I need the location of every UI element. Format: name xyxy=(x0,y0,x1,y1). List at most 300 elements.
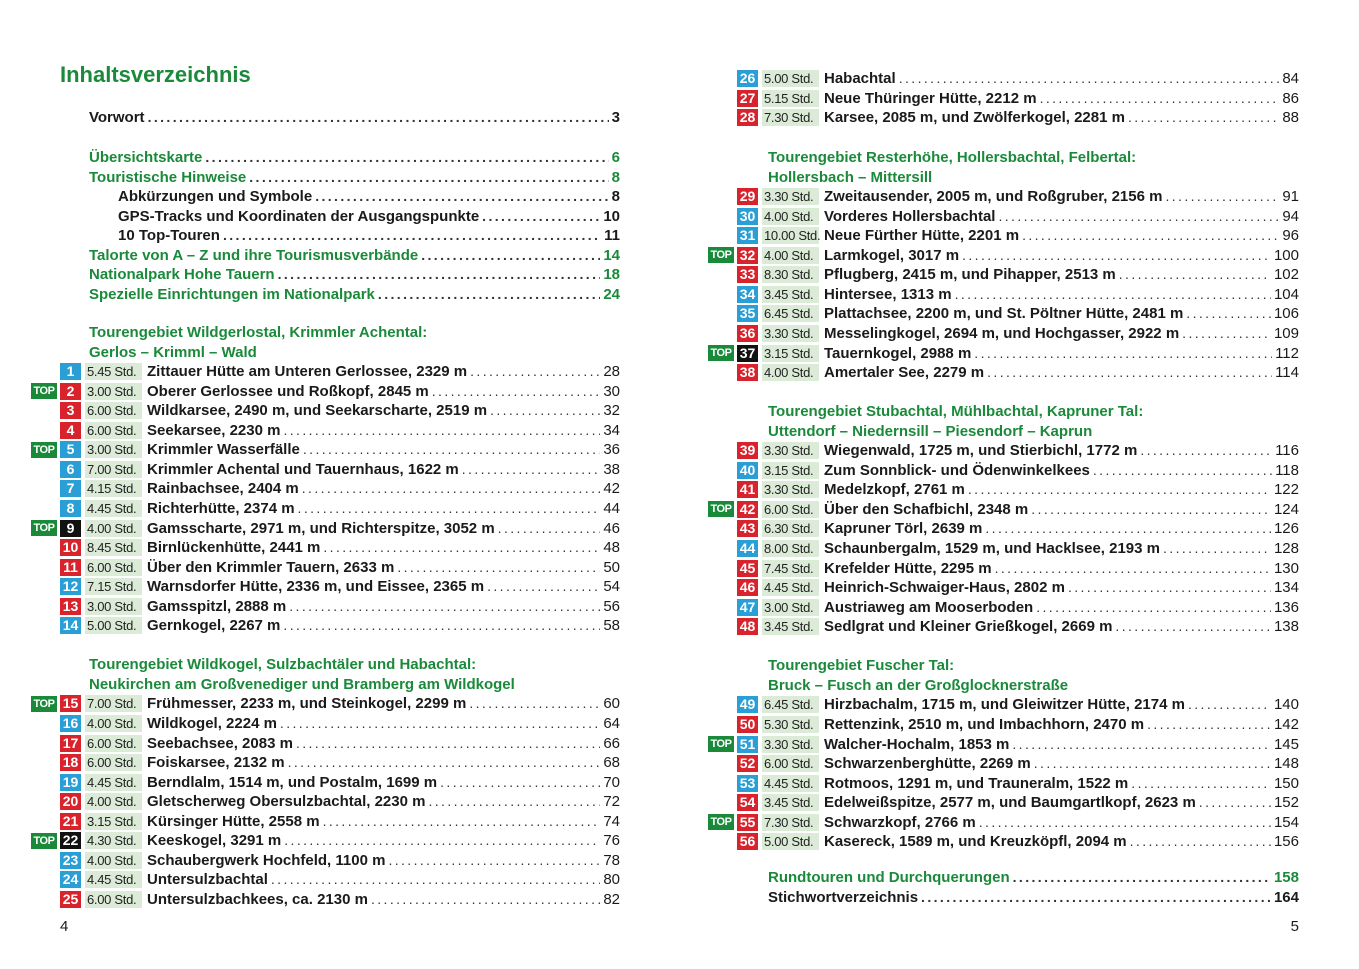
tour-entry[interactable] xyxy=(708,480,1299,499)
leader-dots xyxy=(440,773,600,792)
tour-entry[interactable] xyxy=(31,890,620,909)
entry-label: Talorte von A – Z und ihre Tourismusverbände xyxy=(89,247,419,264)
leader-dots xyxy=(1182,324,1271,343)
leader-dots xyxy=(1022,226,1279,245)
tour-duration: 4.00 Std. xyxy=(85,715,142,732)
tour-page: 96 xyxy=(1282,227,1299,245)
tour-page: 91 xyxy=(1282,188,1299,206)
tour-number: 32 xyxy=(737,247,758,264)
tour-number: 52 xyxy=(737,755,758,772)
tour-number: 45 xyxy=(737,560,758,577)
leader-dots xyxy=(487,577,600,596)
toc-entry[interactable] xyxy=(89,108,620,127)
tour-duration: 5.45 Std. xyxy=(85,363,142,380)
toc-entry[interactable] xyxy=(89,246,620,265)
tour-number: 39 xyxy=(737,442,758,459)
leader-dots xyxy=(278,265,601,284)
tour-entry[interactable] xyxy=(708,500,1299,519)
tour-entry[interactable] xyxy=(31,538,620,557)
tour-duration: 6.30 Std. xyxy=(762,520,819,537)
tour-entry[interactable] xyxy=(708,539,1299,558)
top-badge: TOP xyxy=(31,833,57,849)
top-badge: TOP xyxy=(31,383,57,399)
tour-duration: 6.00 Std. xyxy=(85,402,142,419)
entry-label: Übersichtskarte xyxy=(89,149,203,166)
tour-name: Pflugberg, 2415 m, und Pihapper, 2513 m xyxy=(824,266,1116,284)
tour-name: Messelingkogel, 2694 m, und Hochgasser, 2922 m xyxy=(824,324,1180,342)
leader-dots xyxy=(323,538,600,557)
tour-entry[interactable] xyxy=(708,715,1299,734)
tour-name: Kapruner Törl, 2639 m xyxy=(824,520,983,538)
entry-label: GPS-Tracks und Koordinaten der Ausgangspunkte xyxy=(118,208,480,225)
tour-entry[interactable] xyxy=(708,519,1299,538)
tour-name: Gernkogel, 2267 m xyxy=(147,617,281,635)
tour-entry[interactable] xyxy=(31,753,620,772)
tour-duration: 6.00 Std. xyxy=(85,891,142,908)
leader-dots xyxy=(284,831,600,850)
tour-number: 21 xyxy=(60,813,81,830)
tour-entry[interactable] xyxy=(31,792,620,811)
tour-entry[interactable] xyxy=(708,108,1299,127)
tour-name: Medelzkopf, 2761 m xyxy=(824,481,965,499)
entry-label: 10 Top-Touren xyxy=(118,227,220,244)
tour-name: Karsee, 2085 m, und Zwölferkogel, 2281 m xyxy=(824,109,1125,127)
tour-duration: 3.30 Std. xyxy=(762,188,819,205)
tour-page: 150 xyxy=(1273,774,1299,792)
tour-name: Wildkarsee, 2490 m, und Seekarscharte, 2519 m xyxy=(147,402,488,420)
tour-page: 54 xyxy=(603,578,620,596)
tour-entry[interactable] xyxy=(708,69,1299,88)
tour-page: 48 xyxy=(603,539,620,557)
leader-dots xyxy=(995,559,1271,578)
tour-number: 29 xyxy=(737,188,758,205)
tour-number: 10 xyxy=(60,539,81,556)
tour-page: 28 xyxy=(603,363,620,381)
entry-label: Rundtouren und Durchquerungen xyxy=(768,869,1010,886)
tour-entry[interactable] xyxy=(31,851,620,870)
tour-page: 94 xyxy=(1282,207,1299,225)
leader-dots xyxy=(1186,304,1271,323)
tour-page: 88 xyxy=(1282,109,1299,127)
tour-entry[interactable] xyxy=(708,324,1299,343)
tour-name: Krimmler Achental und Tauernhaus, 1622 m xyxy=(147,460,459,478)
tour-entry[interactable] xyxy=(708,735,1299,754)
tour-name: Untersulzbachtal xyxy=(147,871,268,889)
entry-page: 8 xyxy=(611,188,620,205)
tour-duration: 3.00 Std. xyxy=(85,383,142,400)
tour-page: 109 xyxy=(1273,324,1299,342)
tour-entry[interactable] xyxy=(31,382,620,401)
tour-page: 124 xyxy=(1273,500,1299,518)
tour-name: Hirzbachalm, 1715 m, und Gleiwitzer Hütte, 2174 m xyxy=(824,696,1185,714)
tour-duration: 3.15 Std. xyxy=(762,345,819,362)
top-badge: TOP xyxy=(708,501,734,517)
tour-number: 20 xyxy=(60,793,81,810)
leader-dots xyxy=(470,362,600,381)
section-heading: Bruck – Fusch an der Großglocknerstraße xyxy=(768,676,1069,694)
tour-duration: 8.00 Std. xyxy=(762,540,819,557)
leader-dots xyxy=(1119,265,1271,284)
tour-duration: 4.15 Std. xyxy=(85,480,142,497)
leader-dots xyxy=(205,148,608,167)
tour-duration: 4.45 Std. xyxy=(762,775,819,792)
tour-page: 36 xyxy=(603,441,620,459)
tour-duration: 4.45 Std. xyxy=(85,500,142,517)
tour-entry[interactable] xyxy=(708,207,1299,226)
tour-name: Über den Schafbichl, 2348 m xyxy=(824,500,1029,518)
tour-number: 19 xyxy=(60,774,81,791)
section-heading: Tourengebiet Fuscher Tal: xyxy=(768,657,955,675)
tour-name: Krefelder Hütte, 2295 m xyxy=(824,559,992,577)
tour-entry[interactable] xyxy=(708,461,1299,480)
toc-entry[interactable] xyxy=(89,285,620,304)
tour-number: 5 xyxy=(60,441,81,458)
tour-entry[interactable] xyxy=(31,499,620,518)
tour-duration: 7.30 Std. xyxy=(762,109,819,126)
toc-entry[interactable] xyxy=(89,265,620,284)
toc-entry[interactable] xyxy=(89,148,620,167)
tour-duration: 3.45 Std. xyxy=(762,286,819,303)
tour-page: 100 xyxy=(1273,246,1299,264)
tour-duration: 10.00 Std. xyxy=(764,228,821,244)
tour-page: 130 xyxy=(1273,559,1299,577)
tour-entry[interactable] xyxy=(708,363,1299,382)
entry-label: Abkürzungen und Symbole xyxy=(118,188,313,205)
tour-name: Keeskogel, 3291 m xyxy=(147,832,282,850)
leader-dots xyxy=(1188,695,1271,714)
tour-page: 152 xyxy=(1273,794,1299,812)
tour-entry[interactable] xyxy=(31,440,620,459)
leader-dots xyxy=(388,851,600,870)
tour-entry[interactable] xyxy=(31,362,620,381)
leader-dots xyxy=(974,344,1272,363)
leader-dots xyxy=(271,870,600,889)
leader-dots xyxy=(288,753,601,772)
leader-dots xyxy=(987,363,1272,382)
leader-dots xyxy=(1031,500,1271,519)
tour-page: 56 xyxy=(603,597,620,615)
tour-entry[interactable] xyxy=(708,246,1299,265)
tour-name: Wiegenwald, 1725 m, und Stierbichl, 1772 m xyxy=(824,442,1138,460)
tour-name: Untersulzbachkees, ca. 2130 m xyxy=(147,890,368,908)
section-heading: Gerlos – Krimml – Wald xyxy=(89,343,257,361)
tour-entry[interactable] xyxy=(31,694,620,713)
tour-name: Seekarsee, 2230 m xyxy=(147,421,281,439)
tour-page: 140 xyxy=(1273,696,1299,714)
leader-dots xyxy=(921,888,1271,907)
tour-name: Über den Krimmler Tauern, 2633 m xyxy=(147,558,395,576)
leader-dots xyxy=(985,519,1271,538)
tour-duration: 6.45 Std. xyxy=(762,305,819,322)
tour-entry[interactable] xyxy=(31,714,620,733)
tour-entry[interactable] xyxy=(31,597,620,616)
tour-number: 15 xyxy=(60,695,81,712)
tour-name: Schaubergwerk Hochfeld, 1100 m xyxy=(147,851,386,869)
tour-page: 136 xyxy=(1273,598,1299,616)
top-badge: TOP xyxy=(708,345,734,361)
tour-number: 26 xyxy=(737,70,758,87)
tour-page: 142 xyxy=(1273,715,1299,733)
tour-duration: 3.45 Std. xyxy=(762,794,819,811)
tour-name: Edelweißspitze, 2577 m, und Baumgartlkopf, 2623 m xyxy=(824,794,1196,812)
tour-name: Birnlückenhütte, 2441 m xyxy=(147,539,321,557)
leader-dots xyxy=(223,226,601,245)
tour-page: 104 xyxy=(1273,285,1299,303)
tour-number: 23 xyxy=(60,852,81,869)
tour-page: 60 xyxy=(603,695,620,713)
entry-label: Vorwort xyxy=(89,109,145,126)
tour-number: 37 xyxy=(737,345,758,362)
tour-entry[interactable] xyxy=(31,577,620,596)
tour-number: 44 xyxy=(737,540,758,557)
toc-entry[interactable] xyxy=(118,187,620,206)
top-badge: TOP xyxy=(708,736,734,752)
tour-page: 128 xyxy=(1273,540,1299,557)
tour-number: 31 xyxy=(737,227,758,244)
leader-dots xyxy=(1040,89,1280,108)
tour-entry[interactable] xyxy=(708,344,1299,363)
tour-entry[interactable] xyxy=(31,460,620,479)
tour-entry[interactable] xyxy=(708,617,1299,636)
entry-page: 8 xyxy=(611,169,620,186)
tour-entry[interactable] xyxy=(31,870,620,889)
leader-dots xyxy=(979,813,1271,832)
tour-number: 12 xyxy=(60,578,81,595)
section-heading: Tourengebiet Stubachtal, Mühlbachtal, Kapruner Tal: xyxy=(768,403,1144,421)
tour-number: 3 xyxy=(60,402,81,419)
tour-number: 42 xyxy=(737,501,758,518)
tour-duration: 4.45 Std. xyxy=(85,871,142,888)
tour-entry[interactable] xyxy=(31,773,620,792)
tour-number: 16 xyxy=(60,715,81,732)
tour-entry[interactable] xyxy=(31,401,620,420)
entry-page: 164 xyxy=(1273,888,1299,906)
tour-number: 43 xyxy=(737,520,758,537)
leader-dots xyxy=(1036,598,1271,617)
top-badge: TOP xyxy=(708,247,734,263)
toc-entry[interactable] xyxy=(118,226,620,245)
tour-entry[interactable] xyxy=(708,285,1299,304)
tour-number: 38 xyxy=(737,364,758,381)
leader-dots xyxy=(280,714,600,733)
leader-dots xyxy=(968,480,1271,499)
tour-entry[interactable] xyxy=(708,265,1299,284)
tour-page: 72 xyxy=(603,793,620,811)
entry-label: Spezielle Einrichtungen im Nationalpark xyxy=(89,286,375,303)
leader-dots xyxy=(302,479,601,498)
tour-name: Richterhütte, 2374 m xyxy=(147,499,295,517)
tour-duration: 4.45 Std. xyxy=(85,774,142,791)
tour-name: Hintersee, 1313 m xyxy=(824,285,952,303)
tour-entry[interactable] xyxy=(708,89,1299,108)
leader-dots xyxy=(323,812,601,831)
entry-page: 14 xyxy=(603,247,620,264)
tour-entry[interactable] xyxy=(708,774,1299,793)
leader-dots xyxy=(397,558,600,577)
tour-page: 102 xyxy=(1273,266,1299,284)
tour-name: Gletscherweg Obersulzbachtal, 2230 m xyxy=(147,793,426,811)
tour-duration: 6.00 Std. xyxy=(85,735,142,752)
tour-number: 7 xyxy=(60,480,81,497)
tour-name: Gamsspitzl, 2888 m xyxy=(147,597,287,615)
tour-duration: 5.00 Std. xyxy=(762,70,819,87)
tour-name: Gamsscharte, 2971 m, und Richterspitze, 3052 m xyxy=(147,519,495,537)
tour-name: Zittauer Hütte am Unteren Gerlossee, 2329 m xyxy=(147,363,468,381)
tour-name: Kürsinger Hütte, 2558 m xyxy=(147,812,320,830)
tour-entry[interactable] xyxy=(708,832,1299,851)
tour-name: Schwarzkopf, 2766 m xyxy=(824,813,976,831)
tour-page: 122 xyxy=(1273,481,1299,499)
tour-page: 154 xyxy=(1273,813,1299,831)
tour-duration: 5.30 Std. xyxy=(762,716,819,733)
tour-page: 106 xyxy=(1273,305,1299,323)
tour-duration: 4.00 Std. xyxy=(762,364,819,381)
leader-dots xyxy=(1130,832,1271,851)
leader-dots xyxy=(283,616,600,635)
entry-page: 11 xyxy=(604,227,620,244)
leader-dots xyxy=(1012,735,1271,754)
tour-page: 50 xyxy=(603,558,620,576)
leader-dots xyxy=(462,460,601,479)
tour-number: 47 xyxy=(737,599,758,616)
tour-number: 55 xyxy=(737,814,758,831)
leader-dots xyxy=(962,246,1271,265)
entry-label: Touristische Hinweise xyxy=(89,169,247,186)
tour-page: 30 xyxy=(603,382,620,400)
tour-number: 9 xyxy=(60,520,81,537)
tour-page: 76 xyxy=(603,832,620,850)
tour-page: 112 xyxy=(1275,344,1299,362)
tour-duration: 7.00 Std. xyxy=(85,695,142,712)
tour-number: 48 xyxy=(737,618,758,635)
tour-duration: 4.30 Std. xyxy=(85,832,142,849)
tour-number: 30 xyxy=(737,208,758,225)
tour-entry[interactable] xyxy=(31,616,620,635)
leader-dots xyxy=(1199,793,1271,812)
tour-number: 11 xyxy=(60,559,81,576)
page-number-right: 5 xyxy=(1290,918,1299,935)
leader-dots xyxy=(1163,539,1271,558)
tour-number: 51 xyxy=(737,736,758,753)
leader-dots xyxy=(1147,715,1271,734)
tour-duration: 4.00 Std. xyxy=(85,793,142,810)
tour-duration: 6.45 Std. xyxy=(762,696,819,713)
tour-name: Schwarzenberghütte, 2269 m xyxy=(824,755,1031,773)
tour-page: 58 xyxy=(603,617,620,635)
tour-duration: 6.00 Std. xyxy=(85,559,142,576)
tour-name: Berndlalm, 1514 m, und Postalm, 1699 m xyxy=(147,773,438,791)
tour-duration: 4.00 Std. xyxy=(762,247,819,264)
leader-dots xyxy=(1115,617,1271,636)
tour-number: 8 xyxy=(60,500,81,517)
tour-page: 134 xyxy=(1273,579,1299,597)
tour-number: 50 xyxy=(737,716,758,733)
leader-dots xyxy=(1165,187,1279,206)
tour-name: Neue Fürther Hütte, 2201 m xyxy=(824,227,1020,245)
tour-name: Foiskarsee, 2132 m xyxy=(147,754,285,772)
tour-page: 34 xyxy=(603,421,620,439)
page-number-left: 4 xyxy=(60,918,69,935)
tour-name: Vorderes Hollersbachtal xyxy=(824,207,996,225)
tour-name: Kasereck, 1589 m, und Kreuzköpfl, 2094 m xyxy=(824,833,1127,851)
tour-page: 44 xyxy=(603,499,620,517)
tour-entry[interactable] xyxy=(708,695,1299,714)
toc-entry[interactable] xyxy=(768,868,1299,887)
tour-entry[interactable] xyxy=(31,831,620,850)
tour-name: Zum Sonnblick- und Ödenwinkelkees xyxy=(824,461,1090,479)
tour-entry[interactable] xyxy=(31,421,620,440)
tour-entry[interactable] xyxy=(31,812,620,831)
tour-entry[interactable] xyxy=(708,226,1299,245)
top-badge: TOP xyxy=(31,696,57,712)
tour-name: Rotmoos, 1291 m, und Trauneralm, 1522 m xyxy=(824,774,1129,792)
entry-page: 6 xyxy=(611,149,620,166)
tour-number: 46 xyxy=(737,579,758,596)
tour-entry[interactable] xyxy=(31,558,620,577)
leader-dots xyxy=(298,499,601,518)
entry-label: Stichwortverzeichnis xyxy=(768,888,919,906)
tour-duration: 4.45 Std. xyxy=(762,579,819,596)
leader-dots xyxy=(432,382,601,401)
tour-duration: 3.30 Std. xyxy=(762,481,819,498)
tour-page: 46 xyxy=(603,519,620,537)
toc-entry[interactable] xyxy=(768,888,1299,907)
section-heading: Neukirchen am Großvenediger und Bramberg am Wildkogel xyxy=(89,675,515,693)
tour-duration: 6.00 Std. xyxy=(85,422,142,439)
tour-name: Schaunbergalm, 1529 m, und Hacklsee, 2193 m xyxy=(824,540,1160,557)
tour-entry[interactable] xyxy=(31,734,620,753)
leader-dots xyxy=(283,421,600,440)
toc-entry[interactable] xyxy=(89,168,620,187)
tour-duration: 5.15 Std. xyxy=(762,90,819,107)
tour-number: 25 xyxy=(60,891,81,908)
tour-entry[interactable] xyxy=(708,578,1299,597)
tour-duration: 3.45 Std. xyxy=(762,618,819,635)
section-heading: Tourengebiet Wildkogel, Sulzbachtäler und Habachtal: xyxy=(89,656,477,674)
section-heading: Tourengebiet Wildgerlostal, Krimmler Achental: xyxy=(89,324,428,341)
tour-duration: 3.00 Std. xyxy=(85,598,142,615)
leader-dots xyxy=(955,285,1271,304)
tour-name: Amertaler See, 2279 m xyxy=(824,364,985,382)
tour-entry[interactable] xyxy=(31,479,620,498)
tour-entry[interactable] xyxy=(708,187,1299,206)
section-heading: Uttendorf – Niedernsill – Piesendorf – Kaprun xyxy=(768,422,1093,440)
leader-dots xyxy=(378,285,600,304)
tour-number: 56 xyxy=(737,833,758,850)
leader-dots xyxy=(315,187,608,206)
tour-page: 86 xyxy=(1282,89,1299,107)
tour-name: Habachtal xyxy=(824,70,896,87)
toc-entry[interactable] xyxy=(118,207,620,226)
tour-entry[interactable] xyxy=(708,754,1299,773)
tour-entry[interactable] xyxy=(708,813,1299,832)
tour-entry[interactable] xyxy=(708,304,1299,323)
tour-entry[interactable] xyxy=(708,559,1299,578)
leader-dots xyxy=(469,694,600,713)
tour-entry[interactable] xyxy=(708,598,1299,617)
tour-name: Frühmesser, 2233 m, und Steinkogel, 2299 m xyxy=(147,695,467,713)
right-page xyxy=(680,0,1359,969)
tour-entry[interactable] xyxy=(708,441,1299,460)
tour-duration: 6.00 Std. xyxy=(762,501,819,518)
tour-entry[interactable] xyxy=(31,519,620,538)
tour-entry[interactable] xyxy=(708,793,1299,812)
tour-number: 27 xyxy=(737,90,758,107)
leader-dots xyxy=(148,108,609,127)
leader-dots xyxy=(1131,774,1271,793)
tour-duration: 5.00 Std. xyxy=(85,617,142,634)
leader-dots xyxy=(490,401,600,420)
